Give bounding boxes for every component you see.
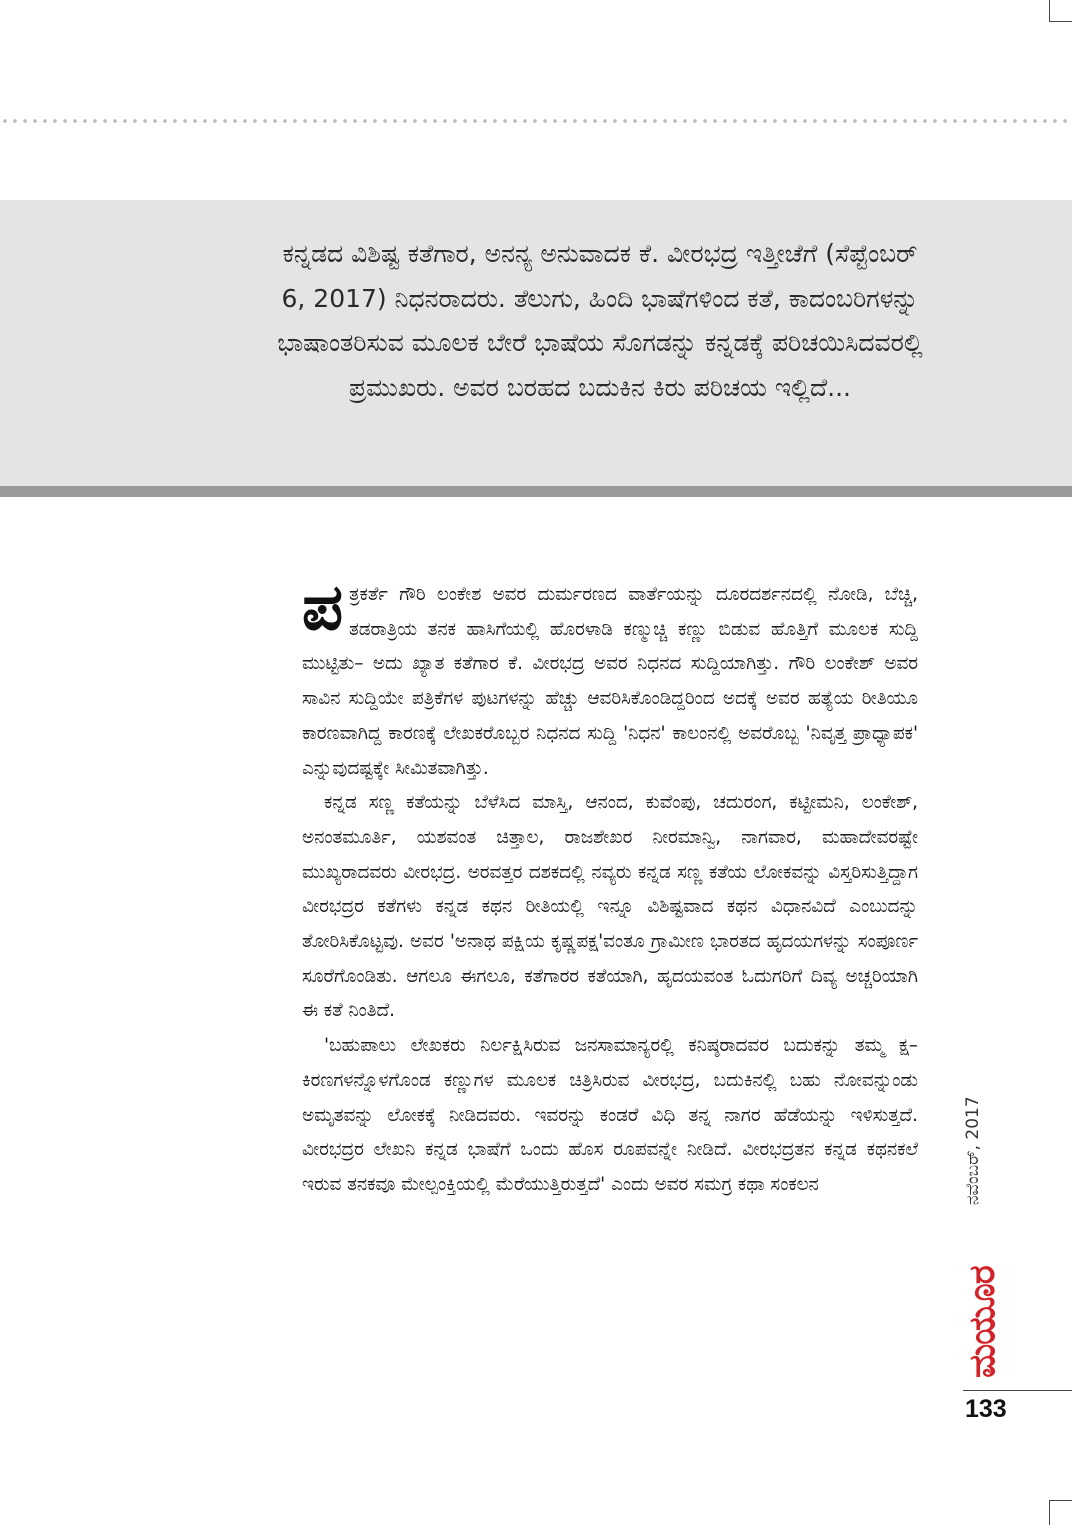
- dotted-separator: [0, 118, 1072, 124]
- page-number: 133: [965, 1395, 1007, 1423]
- page-number-rule: [963, 1390, 1072, 1391]
- intro-box-rule: [0, 486, 1072, 497]
- magazine-logo: ಮಯೂರ: [962, 1266, 1003, 1378]
- article-body: [302, 570, 918, 1203]
- drop-cap: ಪ: [302, 570, 344, 645]
- article-paragraph-1: [302, 570, 918, 786]
- intro-text: ಕನ್ನಡದ ವಿಶಿಷ್ಟ ಕತೆಗಾರ, ಅನನ್ಯ ಅನುವಾದಕ ಕೆ. ವೀರಭದ್ರ ಇತ್ತೀಚೆಗೆ (ಸೆಪ್ಟೆಂಬರ್ 6, 2017) ನಿಧನರಾದರು. ತೆಲುಗು, ಹಿಂದಿ ಭಾಷೆಗಳಿಂದ ಕತೆ, ಕಾದಂಬರಿಗಳನ್ನು ಭಾಷಾಂತರಿಸುವ ಮೂಲಕ ಬೇರೆ ಭಾಷೆಯ ಸೊಗಡನ್ನು ಕನ್ನಡಕ್ಕೆ ಪರಿಚಯಿಸಿದವರಲ್ಲಿ ಪ್ರಮುಖರು. ಅವರ ಬರಹದ ಬದುಕಿನ ಕಿರು ಪರಿಚಯ ಇಲ್ಲಿದೆ...: [277, 239, 923, 402]
- article-paragraph-3: 'ಬಹುಪಾಲು ಲೇಖಕರು ನಿರ್ಲಕ್ಷಿಸಿರುವ ಜನಸಾಮಾನ್ಯರಲ್ಲಿ ಕನಿಷ್ಠರಾದವರ ಬದುಕನ್ನು ತಮ್ಮ ಕ್ಷ–ಕಿರಣಗಳನ್ನೊಳಗೊಂಡ ಕಣ್ಣುಗಳ ಮೂಲಕ ಚಿತ್ರಿಸಿರುವ ವೀರಭದ್ರ, ಬದುಕಿನಲ್ಲಿ ಬಹು ನೋವನ್ನುಂಡು ಅಮೃತವನ್ನು ಲೋಕಕ್ಕೆ ನೀಡಿದವರು. ಇವರನ್ನು ಕಂಡರೆ ವಿಧಿ ತನ್ನ ನಾಗರ ಹೆಡೆಯನ್ನು ಇಳಿಸುತ್ತದೆ. ವೀರಭದ್ರರ ಲೇಖನಿ ಕನ್ನಡ ಭಾಷೆಗೆ ಒಂದು ಹೊಸ ರೂಪವನ್ನೇ ನೀಡಿದೆ. ವೀರಭದ್ರತನ ಕನ್ನಡ ಕಥನಕಲೆ ಇರುವ ತನಕವೂ ಮೇಲ್ಪಂಕ್ತಿಯಲ್ಲಿ ಮೆರೆಯುತ್ತಿರುತ್ತದೆ' ಎಂದು ಅವರ ಸಮಗ್ರ ಕಥಾ ಸಂಕಲನ: [302, 1035, 918, 1195]
- article-paragraph-1-text: ತ್ರಕರ್ತೆ ಗೌರಿ ಲಂಕೇಶ ಅವರ ದುರ್ಮರಣದ ವಾರ್ತೆಯನ್ನು ದೂರದರ್ಶನದಲ್ಲಿ ನೋಡಿ, ಬೆಚ್ಚಿ, ತಡರಾತ್ರಿಯ ತನಕ ಹಾಸಿಗೆಯಲ್ಲಿ ಹೊರಳಾಡಿ ಕಣ್ಮುಚ್ಚಿ ಕಣ್ಣು ಬಿಡುವ ಹೊತ್ತಿಗೆ ಮೂಲಕ ಸುದ್ದಿ ಮುಟ್ಟಿತು– ಅದು ಖ್ಯಾತ ಕತೆಗಾರ ಕೆ. ವೀರಭದ್ರ ಅವರ ನಿಧನದ ಸುದ್ದಿಯಾಗಿತ್ತು. ಗೌರಿ ಲಂಕೇಶ್ ಅವರ ಸಾವಿನ ಸುದ್ದಿಯೇ ಪತ್ರಿಕೆಗಳ ಪುಟಗಳನ್ನು ಹೆಚ್ಚು ಆವರಿಸಿಕೊಂಡಿದ್ದರಿಂದ ಅದಕ್ಕೆ ಅವರ ಹತ್ಯೆಯ ರೀತಿಯೂ ಕಾರಣವಾಗಿದ್ದ ಕಾರಣಕ್ಕೆ ಲೇಖಕರೊಬ್ಬರ ನಿಧನದ ಸುದ್ದಿ 'ನಿಧನ' ಕಾಲಂನಲ್ಲಿ ಅವರೊಬ್ಬ 'ನಿವೃತ್ತ ಪ್ರಾಧ್ಯಾಪಕ' ಎನ್ನುವುದಷ್ಟಕ್ಕೇ ಸೀಮಿತವಾಗಿತ್ತು.: [302, 584, 918, 779]
- issue-date: ನವೆಂಬರ್, 2017: [963, 1096, 983, 1205]
- crop-mark-bottom-right: [1049, 1500, 1072, 1525]
- crop-mark-top-right: [1049, 0, 1072, 22]
- article-paragraph-2: ಕನ್ನಡ ಸಣ್ಣ ಕತೆಯನ್ನು ಬೆಳೆಸಿದ ಮಾಸ್ತಿ, ಆನಂದ, ಕುವೆಂಪು, ಚದುರಂಗ, ಕಟ್ಟೀಮನಿ, ಲಂಕೇಶ್, ಅನಂತಮೂರ್ತಿ, ಯಶವಂತ ಚಿತ್ತಾಲ, ರಾಜಶೇಖರ ನೀರಮಾನ್ವಿ, ನಾಗವಾರ, ಮಹಾದೇವರಷ್ಟೇ ಮುಖ್ಯರಾದವರು ವೀರಭದ್ರ. ಅರವತ್ತರ ದಶಕದಲ್ಲಿ ನವ್ಯರು ಕನ್ನಡ ಸಣ್ಣ ಕತೆಯ ಲೋಕವನ್ನು ವಿಸ್ತರಿಸುತ್ತಿದ್ದಾಗ ವೀರಭದ್ರರ ಕತೆಗಳು ಕನ್ನಡ ಕಥನ ರೀತಿಯಲ್ಲಿ ಇನ್ನೂ ವಿಶಿಷ್ಟವಾದ ಕಥನ ವಿಧಾನವಿದೆ ಎಂಬುದನ್ನು ತೋರಿಸಿಕೊಟ್ಟವು. ಅವರ 'ಅನಾಥ ಪಕ್ಷಿಯ ಕೃಷ್ಣಪಕ್ಷ'ವಂತೂ ಗ್ರಾಮೀಣ ಭಾರತದ ಹೃದಯಗಳನ್ನು ಸಂಪೂರ್ಣ ಸೂರೆಗೊಂಡಿತು. ಆಗಲೂ ಈಗಲೂ, ಕತೆಗಾರರ ಕತೆಯಾಗಿ, ಹೃದಯವಂತ ಓದುಗರಿಗೆ ದಿವ್ಯ ಅಚ್ಚರಿಯಾಗಿ ಈ ಕತೆ ನಿಂತಿದೆ.: [302, 792, 918, 1022]
